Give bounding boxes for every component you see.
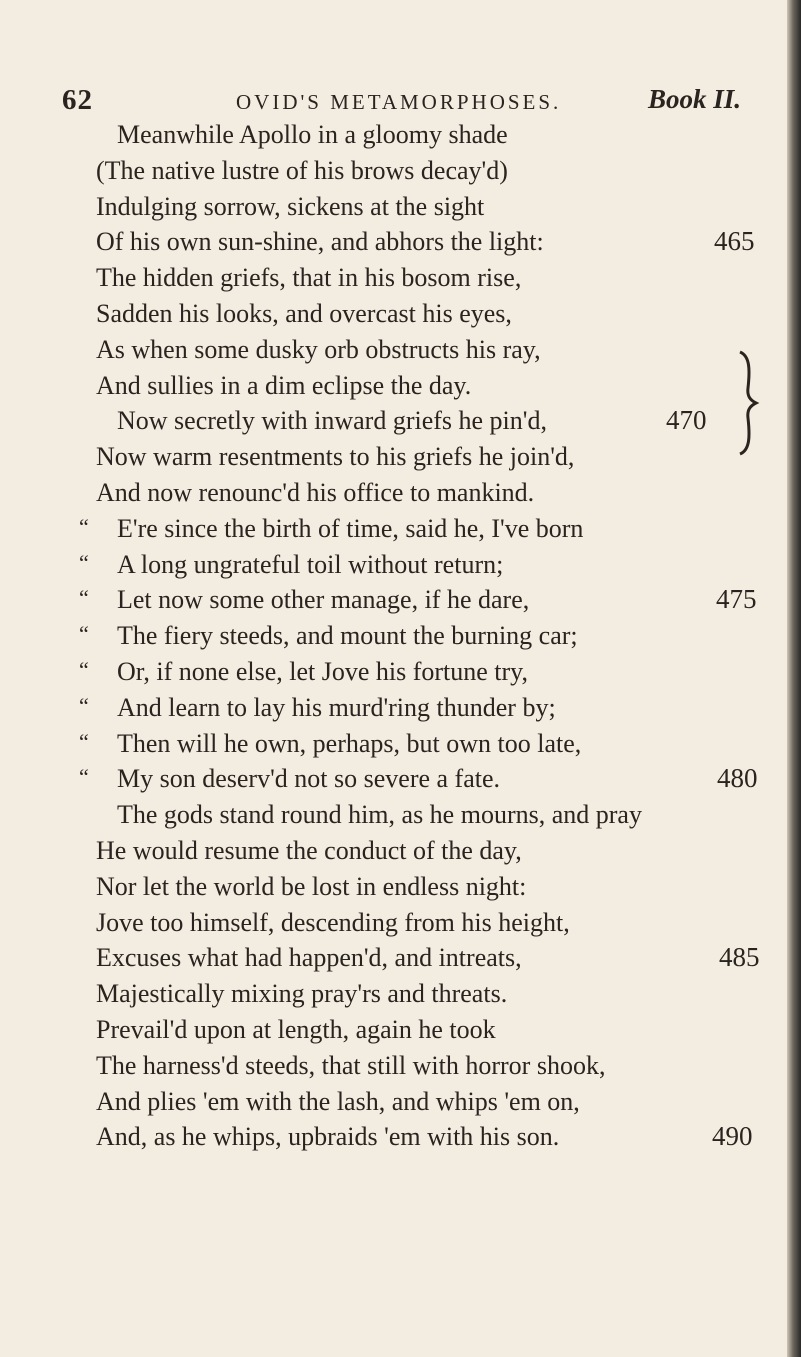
- quotation-mark: “: [79, 692, 89, 718]
- line-text: Majestically mixing pray'rs and threats.: [96, 979, 508, 1009]
- book-label: Book II.: [648, 84, 742, 114]
- poem-line: [0, 761, 801, 797]
- quotation-mark: “: [79, 585, 89, 611]
- poem-line: [0, 833, 801, 869]
- line-number: 485: [719, 942, 760, 973]
- poem-line: [0, 511, 801, 547]
- line-text: And sullies in a dim eclipse the day.: [96, 370, 472, 400]
- line-text: The fiery steeds, and mount the burning car;: [117, 621, 578, 651]
- line-text: And plies 'em with the lash, and whips 'em on,: [96, 1086, 580, 1116]
- line-text: Of his own sun-shine, and abhors the light:: [96, 227, 544, 257]
- line-text: Then will he own, perhaps, but own too late,: [117, 728, 582, 758]
- line-number: 470: [666, 405, 707, 436]
- line-text: The harness'd steeds, that still with horror shook,: [96, 1050, 606, 1080]
- line-text: And learn to lay his murd'ring thunder by;: [117, 692, 556, 722]
- line-text: My son deserv'd not so severe a fate.: [117, 764, 501, 794]
- quotation-mark: “: [79, 764, 89, 790]
- poem-line: [0, 1084, 801, 1120]
- line-text: Now warm resentments to his griefs he join'd,: [96, 442, 575, 472]
- line-text: As when some dusky orb obstructs his ray,: [96, 334, 541, 364]
- line-text: Meanwhile Apollo in a gloomy shade: [117, 120, 508, 149]
- poem-line: [0, 547, 801, 583]
- page-number: 62: [62, 84, 93, 116]
- line-text: E're since the birth of time, said he, I've born: [117, 513, 584, 543]
- line-text: A long ungrateful toil without return;: [117, 549, 504, 579]
- poem-line: [0, 153, 801, 189]
- line-text: Jove too himself, descending from his height,: [96, 907, 570, 937]
- line-text: Or, if none else, let Jove his fortune try,: [117, 656, 528, 686]
- quotation-mark: “: [79, 513, 89, 539]
- poem-line: [0, 1012, 801, 1048]
- line-text: The gods stand round him, as he mourns, and pray: [117, 800, 642, 830]
- poem-line: [0, 618, 801, 654]
- line-number: 465: [714, 226, 755, 257]
- line-text: Now secretly with inward griefs he pin'd,: [117, 406, 547, 436]
- line-number: 480: [717, 763, 758, 794]
- poem-line: [0, 726, 801, 762]
- line-text: Prevail'd upon at length, again he took: [96, 1014, 496, 1044]
- poem-line: [0, 296, 801, 332]
- line-text: Nor let the world be lost in endless night:: [96, 871, 527, 901]
- poem-line: [0, 582, 801, 618]
- binding-edge: [787, 0, 801, 1357]
- poem-line: [0, 797, 801, 833]
- line-number: 490: [712, 1121, 753, 1152]
- poem-line: [0, 332, 801, 368]
- line-text: And, as he whips, upbraids 'em with his son.: [96, 1122, 560, 1152]
- poem-line: [0, 439, 801, 475]
- line-text: The hidden griefs, that in his bosom rise,: [96, 263, 522, 293]
- quotation-mark: “: [79, 549, 89, 575]
- line-text: Let now some other manage, if he dare,: [117, 585, 530, 615]
- poem-line: [0, 690, 801, 726]
- line-text: He would resume the conduct of the day,: [96, 835, 522, 865]
- poem-line: [0, 869, 801, 905]
- poem-line: [0, 654, 801, 690]
- poem-line: [0, 403, 801, 439]
- poem-line: [0, 940, 801, 976]
- line-text: Excuses what had happen'd, and intreats,: [96, 943, 522, 973]
- running-title: OVID'S METAMORPHOSES.: [236, 90, 562, 114]
- quotation-mark: “: [79, 728, 89, 754]
- line-text: (The native lustre of his brows decay'd): [96, 155, 508, 185]
- poem-line: [0, 368, 801, 404]
- quotation-mark: “: [79, 656, 89, 682]
- line-text: And now renounc'd his office to mankind.: [96, 477, 535, 507]
- poem-text: [0, 117, 801, 1155]
- poem-line: [0, 976, 801, 1012]
- line-text: Indulging sorrow, sickens at the sight: [96, 191, 485, 221]
- poem-line: [0, 905, 801, 941]
- poem-line: [0, 189, 801, 225]
- poem-line: [0, 260, 801, 296]
- poem-line: [0, 1048, 801, 1084]
- line-number: 475: [716, 584, 757, 615]
- triplet-brace: [736, 350, 760, 456]
- quotation-mark: “: [79, 621, 89, 647]
- poem-line: [0, 1119, 801, 1155]
- poem-line: [0, 117, 801, 153]
- poem-line: [0, 475, 801, 511]
- line-text: Sadden his looks, and overcast his eyes,: [96, 298, 512, 328]
- poem-line: [0, 224, 801, 260]
